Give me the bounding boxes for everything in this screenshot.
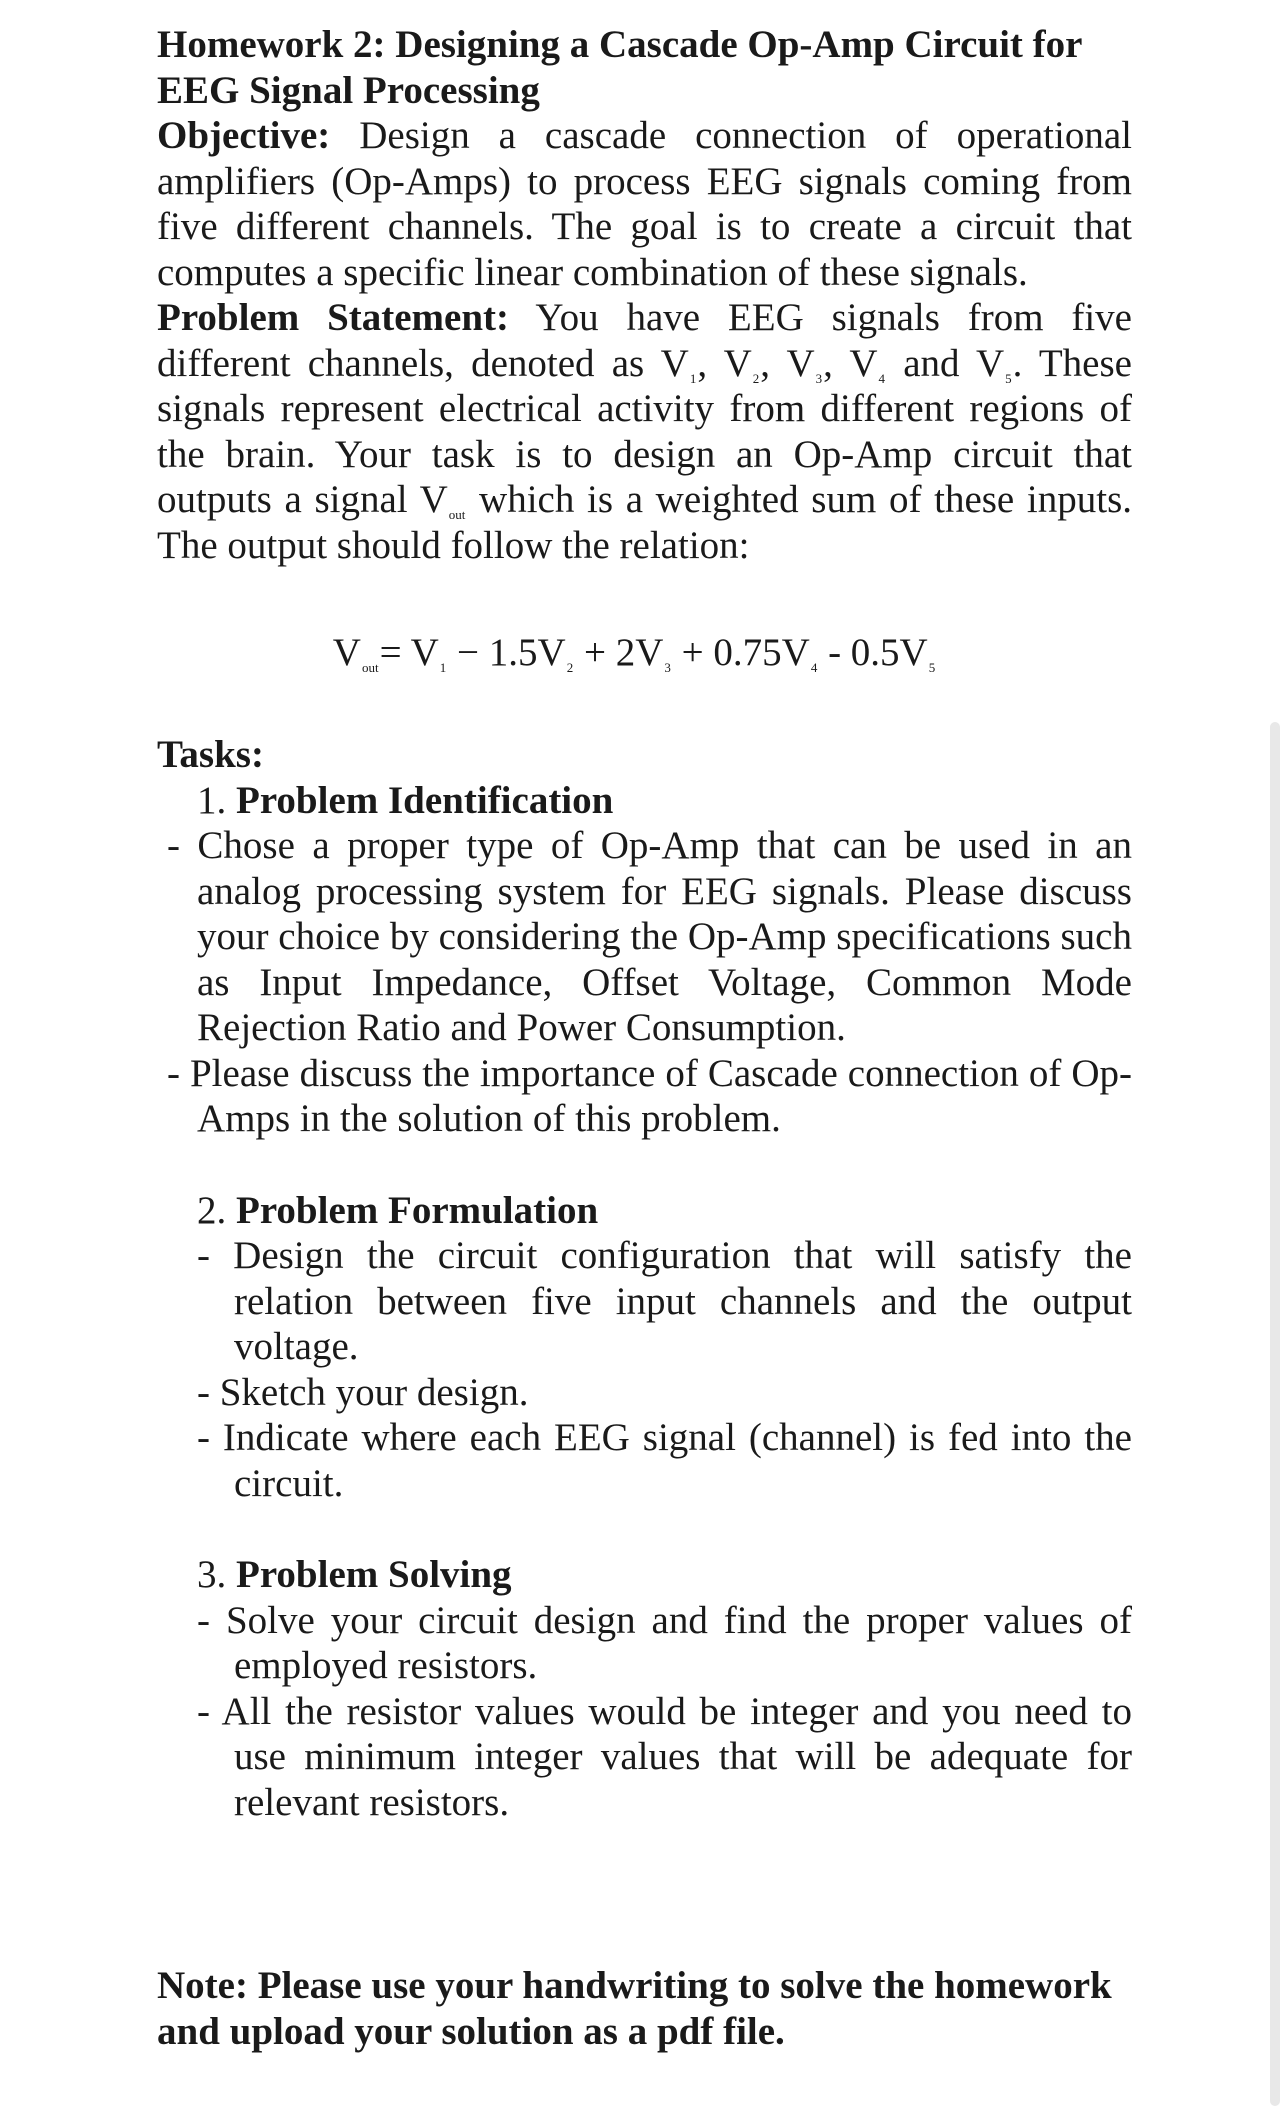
objective-text: Design a cascade connection of operational amplifiers (Op-Amps) to process EEG signals coming from five different channels. The goal is to create a circuit that computes a specific linear combination of these signals.: [157, 114, 1132, 294]
problem-text: and V: [886, 341, 1005, 385]
subscript: out: [448, 507, 466, 522]
task-3-item: - Solve your circuit design and find the proper values of employed resistors.: [197, 1598, 1132, 1687]
subscript: 3: [815, 370, 823, 386]
spacer: [157, 1142, 1132, 1188]
page-title: Homework 2: Designing a Cascade Op-Amp Circuit for EEG Signal Processing: [157, 23, 1082, 112]
task-number: 1.: [197, 778, 227, 822]
subscript: 4: [810, 660, 818, 675]
task-1-title: Problem Identification: [236, 778, 614, 822]
problem-text: . These signals represent electrical activity from different regions of the brain. Your task is to design an Op-Amp circuit that outputs a signal V: [157, 341, 1132, 521]
task-3-heading: [197, 1552, 1132, 1598]
task-3-section: [157, 1552, 1132, 1598]
problem-statement-paragraph: [157, 295, 1132, 568]
task-number: 3.: [197, 1553, 227, 1596]
problem-text: , V: [760, 341, 815, 385]
problem-text: , V: [697, 341, 752, 385]
task-2-section: [157, 1188, 1132, 1234]
task-2-heading: [197, 1188, 1132, 1234]
task-1-item: - Chose a proper type of Op-Amp that can be used in an analog processing system for EEG signals. Please discuss your choice by considering the Op-Amp specifications such as Input Impedance, Offset Voltage, Common Mode Rejection Ratio and Power Consumption.: [167, 824, 1132, 1049]
task-2-item: - Sketch your design.: [197, 1370, 529, 1414]
problem-statement-label: Problem Statement:: [157, 296, 510, 339]
task-2-item: - Indicate where each EEG signal (channel) is fed into the circuit.: [197, 1416, 1132, 1505]
tasks-heading: Tasks:: [157, 733, 264, 776]
formula-term: − 1.5V: [457, 631, 566, 674]
problem-text: , V: [823, 341, 878, 385]
vertical-scrollbar[interactable]: [1270, 722, 1280, 2106]
task-1-heading: [197, 778, 1132, 824]
subscript: 5: [928, 660, 936, 675]
task-3-title: Problem Solving: [236, 1553, 512, 1596]
formula-term: - 0.5V: [828, 631, 928, 674]
subscript: 3: [664, 660, 671, 675]
task-1-item: - Please discuss the importance of Cascade connection of Op-Amps in the solution of this problem.: [167, 1051, 1132, 1140]
output-relation-formula: [157, 630, 1132, 676]
formula-term: + 0.75V: [681, 631, 810, 674]
subscript: 2: [752, 370, 760, 386]
objective-paragraph: [157, 113, 1132, 295]
spacer: [157, 1825, 1132, 1963]
formula-term: + 2V: [583, 631, 664, 674]
subscript: 1: [439, 660, 447, 675]
formula-term: = V: [379, 631, 439, 674]
subscript: out: [361, 660, 379, 675]
task-2-item: - Design the circuit configuration that will satisfy the relation between five input channels and the output voltage.: [197, 1234, 1132, 1368]
objective-label: Objective:: [157, 114, 331, 157]
subscript: 1: [689, 370, 697, 386]
spacer: [157, 1506, 1132, 1552]
subscript: 5: [1005, 370, 1012, 386]
subscript: 2: [566, 660, 574, 675]
submission-note: Note: Please use your handwriting to solve the homework and upload your solution as a pdf file.: [157, 1964, 1112, 2053]
task-1-section: [157, 778, 1132, 824]
problem-text: which is a weighted sum of these inputs. The output should follow the relation:: [157, 478, 1132, 567]
homework-page: [157, 22, 1132, 2054]
problem-text: You have EEG signals from five different channels, denoted as V: [157, 296, 1132, 385]
subscript: 4: [878, 370, 886, 386]
task-2-title: Problem Formulation: [236, 1188, 599, 1232]
task-3-item: - All the resistor values would be integer and you need to use minimum integer values that will be adequate for relevant resistors.: [197, 1689, 1132, 1824]
task-number: 2.: [197, 1188, 227, 1232]
formula-term: V: [332, 631, 361, 674]
